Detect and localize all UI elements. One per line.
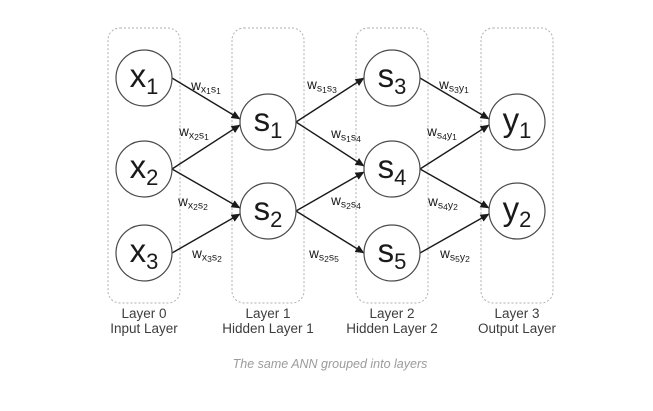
layer-3-subtitle: Output Layer bbox=[477, 321, 557, 336]
layer-0-subtitle: Input Layer bbox=[110, 321, 178, 336]
edge-x2-s1-weight: wx2s1 bbox=[179, 124, 209, 142]
node-s4-label: s4 bbox=[377, 148, 407, 190]
edge-x3-s2-weight: wx3s2 bbox=[192, 246, 222, 264]
layer-box-3 bbox=[481, 28, 553, 303]
edge-s4-y2-weight: ws4y2 bbox=[428, 194, 458, 212]
layer-box-1 bbox=[232, 28, 304, 303]
edge-s2-s5-weight: ws2s5 bbox=[309, 246, 339, 264]
node-x1-label: x1 bbox=[129, 57, 159, 99]
layer-1-subtitle: Hidden Layer 1 bbox=[222, 321, 314, 336]
figure-caption: The same ANN grouped into layers bbox=[232, 357, 428, 371]
edge-s2-s4-weight: ws2s4 bbox=[331, 193, 361, 211]
edge-s1-s4 bbox=[296, 122, 364, 166]
node-y2-label: y2 bbox=[502, 190, 532, 232]
node-s1-label: s1 bbox=[253, 101, 283, 143]
node-s2-label: s2 bbox=[253, 190, 283, 232]
node-x3-label: x3 bbox=[129, 232, 159, 274]
edge-x3-s2 bbox=[172, 214, 240, 253]
edge-s5-y2 bbox=[420, 214, 489, 253]
edge-s2-s5 bbox=[296, 211, 364, 253]
layer-2-title: Layer 2 bbox=[369, 306, 415, 321]
edge-s1-s3-weight: ws1s3 bbox=[307, 77, 337, 95]
edge-s1-s4-weight: ws1s4 bbox=[331, 126, 361, 144]
node-s5-label: s5 bbox=[377, 232, 407, 274]
edge-s5-y2-weight: ws5y2 bbox=[440, 246, 470, 264]
edge-x1-s1-weight: wx1s1 bbox=[191, 78, 221, 96]
node-s3-label: s3 bbox=[377, 57, 407, 99]
node-x2-label: x2 bbox=[129, 148, 159, 190]
layer-0-title: Layer 0 bbox=[121, 306, 167, 321]
layer-3-title: Layer 3 bbox=[494, 306, 540, 321]
node-y1-label: y1 bbox=[502, 101, 532, 143]
layer-labels bbox=[110, 306, 556, 336]
edge-s4-y1-weight: ws4y1 bbox=[427, 124, 457, 142]
layer-2-subtitle: Hidden Layer 2 bbox=[346, 321, 438, 336]
edges bbox=[172, 77, 489, 264]
layer-1-title: Layer 1 bbox=[245, 306, 291, 321]
edge-s3-y1-weight: ws3y1 bbox=[439, 77, 469, 95]
edge-x2-s2-weight: wx2s2 bbox=[178, 194, 208, 212]
